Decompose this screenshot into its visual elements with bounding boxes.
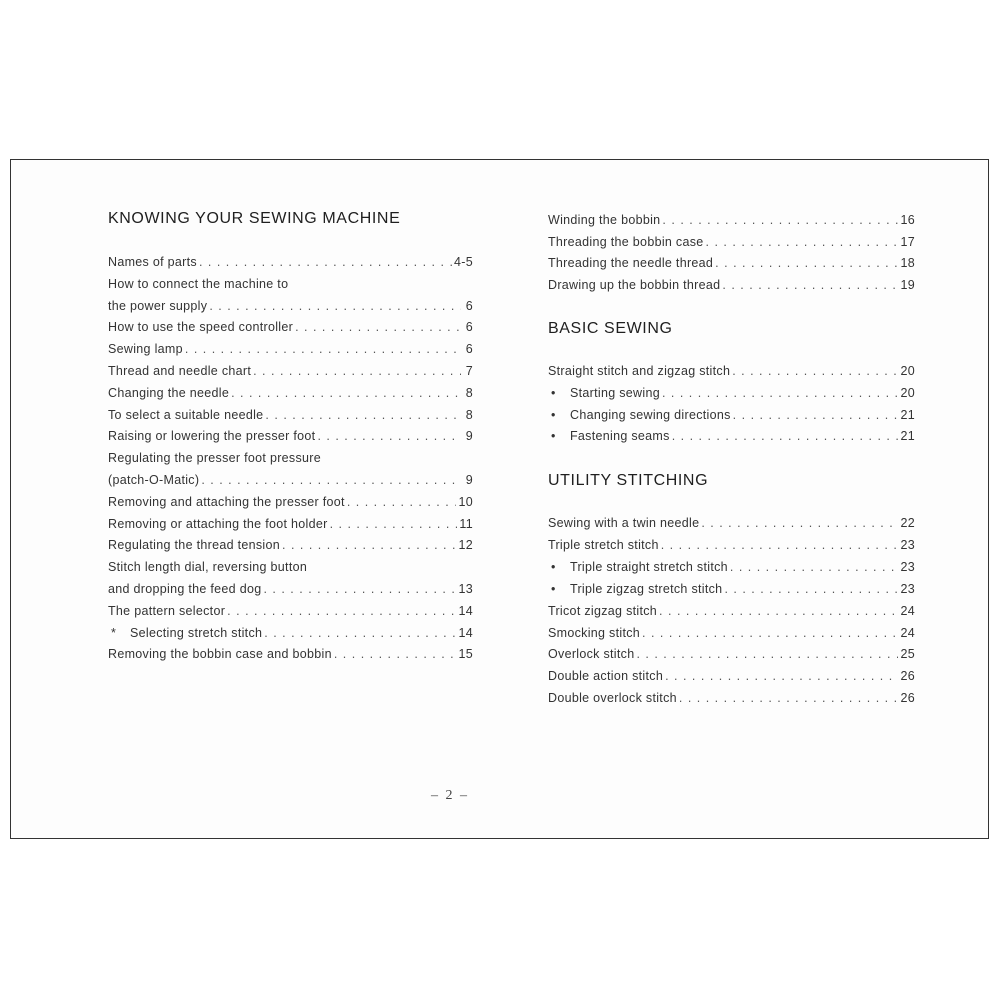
toc-page-number: 6 <box>465 320 473 335</box>
toc-entry <box>548 278 915 298</box>
toc-entry-title: Regulating the presser foot pressure <box>108 451 321 466</box>
toc-entry-title: the power supply <box>108 298 208 313</box>
leader-dots <box>724 582 898 596</box>
toc-entry <box>548 626 915 646</box>
toc-page-number: 19 <box>900 278 915 293</box>
section-heading-utility: UTILITY STITCHING <box>548 472 709 489</box>
toc-page-number: 21 <box>900 429 915 444</box>
leader-dots <box>282 538 456 552</box>
toc-entry-title: Removing the bobbin case and bobbin <box>108 647 332 662</box>
section-heading-basic: BASIC SEWING <box>548 320 673 337</box>
toc-page-number: 23 <box>900 559 915 574</box>
toc-entry <box>548 582 915 602</box>
leader-dots <box>662 386 899 400</box>
leader-dots <box>636 647 898 661</box>
toc-page-number: 17 <box>900 234 915 249</box>
toc-entry-title: Sewing lamp <box>108 342 183 357</box>
toc-entry-title: Removing or attaching the foot holder <box>108 516 328 531</box>
toc-entry-title: Changing sewing directions <box>570 407 731 422</box>
leader-dots <box>231 386 461 400</box>
toc-page-number: 8 <box>465 385 473 400</box>
manual-page <box>10 159 989 839</box>
toc-entry <box>108 626 473 646</box>
toc-entry <box>108 429 473 449</box>
toc-page-number: 26 <box>900 691 915 706</box>
toc-page-number: 13 <box>458 582 473 596</box>
leader-dots <box>701 516 898 530</box>
toc-entry-title: Changing the needle <box>108 385 230 400</box>
toc-page-number: 21 <box>900 407 915 422</box>
bullet-marker: • <box>551 559 556 574</box>
toc-entry-title: Straight stitch and zigzag stitch <box>548 364 731 378</box>
toc-entry <box>108 299 473 319</box>
leader-dots <box>665 669 898 683</box>
toc-page-number: 18 <box>900 256 915 271</box>
toc-entry <box>108 473 473 493</box>
toc-entry-title: Threading the needle thread <box>548 256 714 271</box>
toc-entry-title: Double overlock stitch <box>548 691 677 706</box>
toc-entry-title: Sewing with a twin needle <box>548 516 700 530</box>
toc-page-number: 6 <box>465 342 473 357</box>
toc-entry <box>548 516 915 536</box>
leader-dots <box>679 691 899 705</box>
toc-entry <box>108 495 473 515</box>
toc-page-number: 15 <box>458 647 473 662</box>
toc-entry <box>108 320 473 340</box>
toc-page-number: 26 <box>900 669 915 684</box>
toc-entry-title: Selecting stretch stitch <box>130 625 263 640</box>
toc-entry-title: How to connect the machine to <box>108 276 289 291</box>
toc-entry <box>108 342 473 362</box>
toc-entry-title: Regulating the thread tension <box>108 538 281 553</box>
toc-entry <box>548 669 915 689</box>
toc-entry-title: Winding the bobbin <box>548 213 661 227</box>
toc-entry <box>108 517 473 537</box>
toc-entry <box>108 647 473 667</box>
toc-page-number: 10 <box>458 494 473 509</box>
toc-entry-title: How to use the speed controller <box>108 320 294 335</box>
leader-dots <box>334 647 457 661</box>
bullet-marker: • <box>551 407 556 422</box>
toc-page-number: 25 <box>900 647 915 662</box>
leader-dots <box>330 517 458 531</box>
leader-dots <box>730 560 899 574</box>
toc-page-number: 7 <box>465 364 473 378</box>
toc-entry-title: Tricot zigzag stitch <box>548 603 658 618</box>
toc-entry-title: The pattern selector <box>108 603 226 618</box>
toc-page-number: 8 <box>465 407 473 422</box>
toc-entry-title: Drawing up the bobbin thread <box>548 278 721 293</box>
leader-dots <box>263 582 456 596</box>
leader-dots <box>295 320 461 334</box>
leader-dots <box>642 626 898 640</box>
toc-entry <box>108 255 473 275</box>
toc-page-number: 9 <box>465 473 473 487</box>
toc-entry <box>548 647 915 667</box>
leader-dots <box>209 299 461 313</box>
toc-entry <box>548 235 915 255</box>
toc-entry <box>548 538 915 558</box>
leader-dots <box>227 604 456 618</box>
toc-page-number: 23 <box>900 581 915 596</box>
toc-entry-title: Smocking stitch <box>548 625 641 640</box>
leader-dots <box>264 626 456 640</box>
toc-entry-title: Triple straight stretch stitch <box>570 559 728 574</box>
toc-entry <box>108 408 473 428</box>
leader-dots <box>253 364 461 378</box>
toc-page-number: 12 <box>458 538 473 553</box>
leader-dots <box>732 364 898 378</box>
toc-entry-title: Thread and needle chart <box>108 364 252 378</box>
toc-entry <box>108 604 473 624</box>
toc-entry-title: Stitch length dial, reversing button <box>108 560 308 575</box>
toc-entry-title: Raising or lowering the presser foot <box>108 429 316 444</box>
toc-entry-title: Double action stitch <box>548 669 664 684</box>
toc-entry <box>108 538 473 558</box>
toc-entry <box>108 560 473 580</box>
toc-entry-title: Threading the bobbin case <box>548 234 704 249</box>
toc-entry <box>548 408 915 428</box>
toc-page-number: 24 <box>900 625 915 640</box>
toc-entry <box>548 213 915 233</box>
bullet-marker: • <box>551 429 556 444</box>
toc-entry <box>548 429 915 449</box>
toc-entry-title: Triple zigzag stretch stitch <box>570 581 723 596</box>
toc-entry-title: Overlock stitch <box>548 647 635 662</box>
page-number: – 2 – <box>431 788 469 803</box>
leader-dots <box>722 278 898 292</box>
toc-entry <box>548 256 915 276</box>
toc-entry-title: Starting sewing <box>570 385 660 400</box>
leader-dots <box>706 235 899 249</box>
toc-entry <box>108 451 473 471</box>
leader-dots <box>733 408 899 422</box>
bullet-marker: • <box>551 385 556 400</box>
toc-page-number: 16 <box>900 213 915 227</box>
toc-entry <box>548 560 915 580</box>
toc-entry <box>108 582 473 602</box>
leader-dots <box>659 604 898 618</box>
toc-page-number: 14 <box>458 603 473 618</box>
leader-dots <box>185 342 461 356</box>
leader-dots <box>201 473 461 487</box>
leader-dots <box>347 495 457 509</box>
toc-page-number: 9 <box>465 429 473 444</box>
toc-page-number: 20 <box>900 364 915 378</box>
toc-entry <box>548 364 915 384</box>
leader-dots <box>265 408 461 422</box>
bullet-marker: • <box>551 581 556 596</box>
toc-page-number: 4-5 <box>454 255 473 269</box>
toc-page-number: 22 <box>900 516 915 530</box>
toc-entry <box>108 386 473 406</box>
toc-entry-title: (patch-O-Matic) <box>108 473 200 487</box>
toc-page-number: 20 <box>900 385 915 400</box>
toc-page-number: 14 <box>458 625 473 640</box>
toc-page-number: 24 <box>900 603 915 618</box>
section-heading-knowing: KNOWING YOUR SEWING MACHINE <box>108 210 401 227</box>
toc-entry-title: and dropping the feed dog <box>108 582 262 596</box>
bullet-marker: * <box>111 625 117 640</box>
toc-entry-title: Fastening seams <box>570 429 670 444</box>
toc-page-number: 11 <box>459 516 473 531</box>
toc-page-number: 6 <box>465 298 473 313</box>
toc-entry <box>108 364 473 384</box>
toc-entry <box>548 691 915 711</box>
leader-dots <box>199 255 452 269</box>
toc-entry <box>548 604 915 624</box>
leader-dots <box>317 429 461 443</box>
toc-entry-title: Triple stretch stitch <box>548 537 659 552</box>
leader-dots <box>661 538 899 552</box>
leader-dots <box>662 213 898 227</box>
toc-entry <box>108 277 473 297</box>
toc-entry <box>548 386 915 406</box>
leader-dots <box>715 256 898 270</box>
toc-entry-title: To select a suitable needle <box>108 407 264 422</box>
leader-dots <box>672 429 899 443</box>
toc-page-number: 23 <box>900 537 915 552</box>
toc-entry-title: Removing and attaching the presser foot <box>108 494 345 509</box>
toc-entry-title: Names of parts <box>108 255 197 269</box>
